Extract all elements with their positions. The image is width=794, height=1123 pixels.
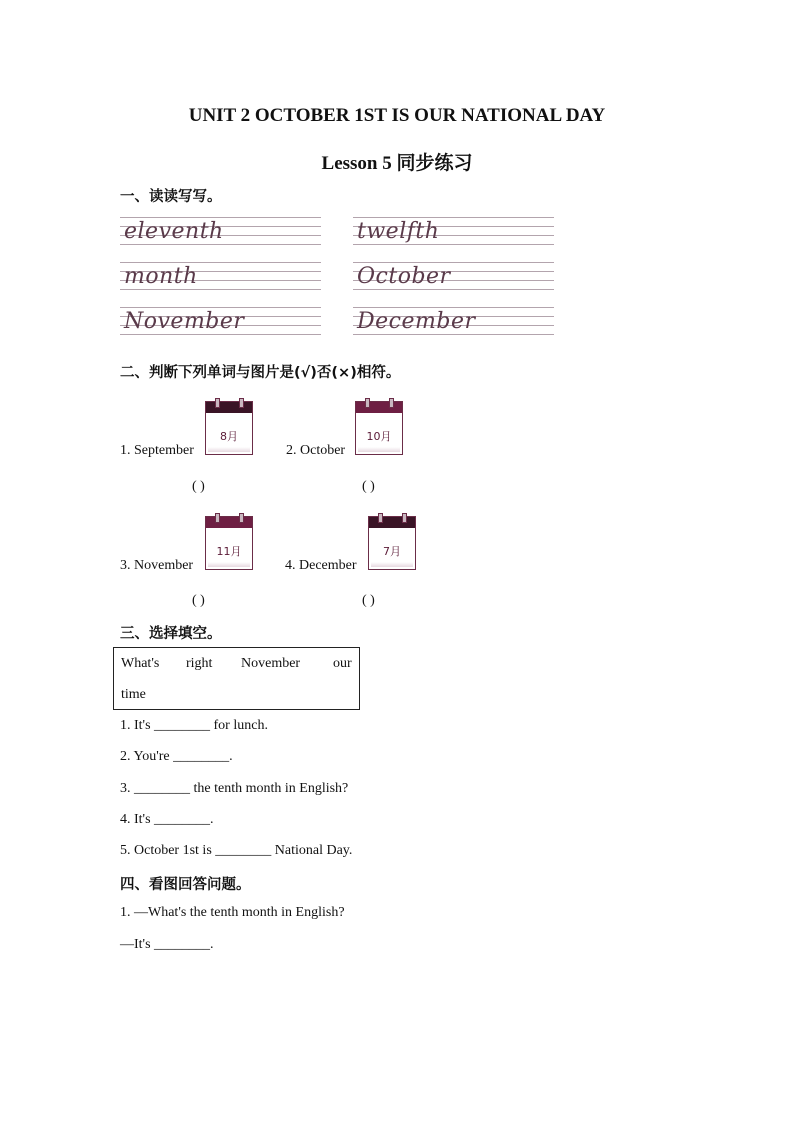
calendar-icon [355,401,403,455]
writing-lines-block [120,217,321,244]
calendar-month-label: 11月 [216,545,242,558]
calendar-icon [205,516,253,570]
calendar-month-label: 7月 [383,545,401,558]
judge-item-4-label: 4. December [285,558,357,573]
word-bank-option: our [333,656,352,671]
writing-lines-block [353,262,554,289]
question-line-1: 1. —What's the tenth month in English? [120,905,345,920]
fill-sentence-5: 5. October 1st is ________ National Day. [120,843,353,858]
word-bank-option: What's [121,656,160,671]
handwriting-word: December [357,309,476,334]
section-1-heading: 一、读读写写。 [120,189,222,205]
writing-lines-block [120,307,321,334]
answer-paren-3[interactable]: ( ) [192,593,205,608]
answer-paren-1[interactable]: ( ) [192,479,205,494]
fill-sentence-2: 2. You're ________. [120,749,233,764]
word-bank-box [113,647,360,710]
handwriting-word: month [124,264,198,289]
section-2-heading: 二、判断下列单词与图片是(√)否(×)相符。 [120,365,401,381]
word-bank-option: time [121,687,146,702]
writing-lines-block [353,307,554,334]
answer-paren-2[interactable]: ( ) [362,479,375,494]
calendar-month-label: 10月 [366,430,392,443]
page-title: UNIT 2 OCTOBER 1ST IS OUR NATIONAL DAY [188,105,606,126]
fill-sentence-1: 1. It's ________ for lunch. [120,718,268,733]
handwriting-word: eleventh [124,219,224,244]
calendar-icon [368,516,416,570]
calendar-icon [205,401,253,455]
writing-lines-block [120,262,321,289]
page-subtitle: Lesson 5 同步练习 [321,153,473,174]
calendar-month-label: 8月 [220,430,238,443]
answer-paren-4[interactable]: ( ) [362,593,375,608]
handwriting-word: twelfth [357,219,440,244]
answer-line-1: —It's ________. [120,937,214,952]
handwriting-word: November [124,309,245,334]
word-bank-option: right [186,656,213,671]
judge-item-2-label: 2. October [286,443,346,458]
section-3-heading: 三、选择填空。 [120,626,222,642]
fill-sentence-3: 3. ________ the tenth month in English? [120,781,349,796]
fill-sentence-4: 4. It's ________. [120,812,214,827]
word-bank-option: November [241,656,301,671]
judge-item-1-label: 1. September [120,443,194,458]
handwriting-word: October [357,264,451,289]
judge-item-3-label: 3. November [120,558,194,573]
writing-lines-block [353,217,554,244]
section-4-heading: 四、看图回答问题。 [120,877,251,893]
